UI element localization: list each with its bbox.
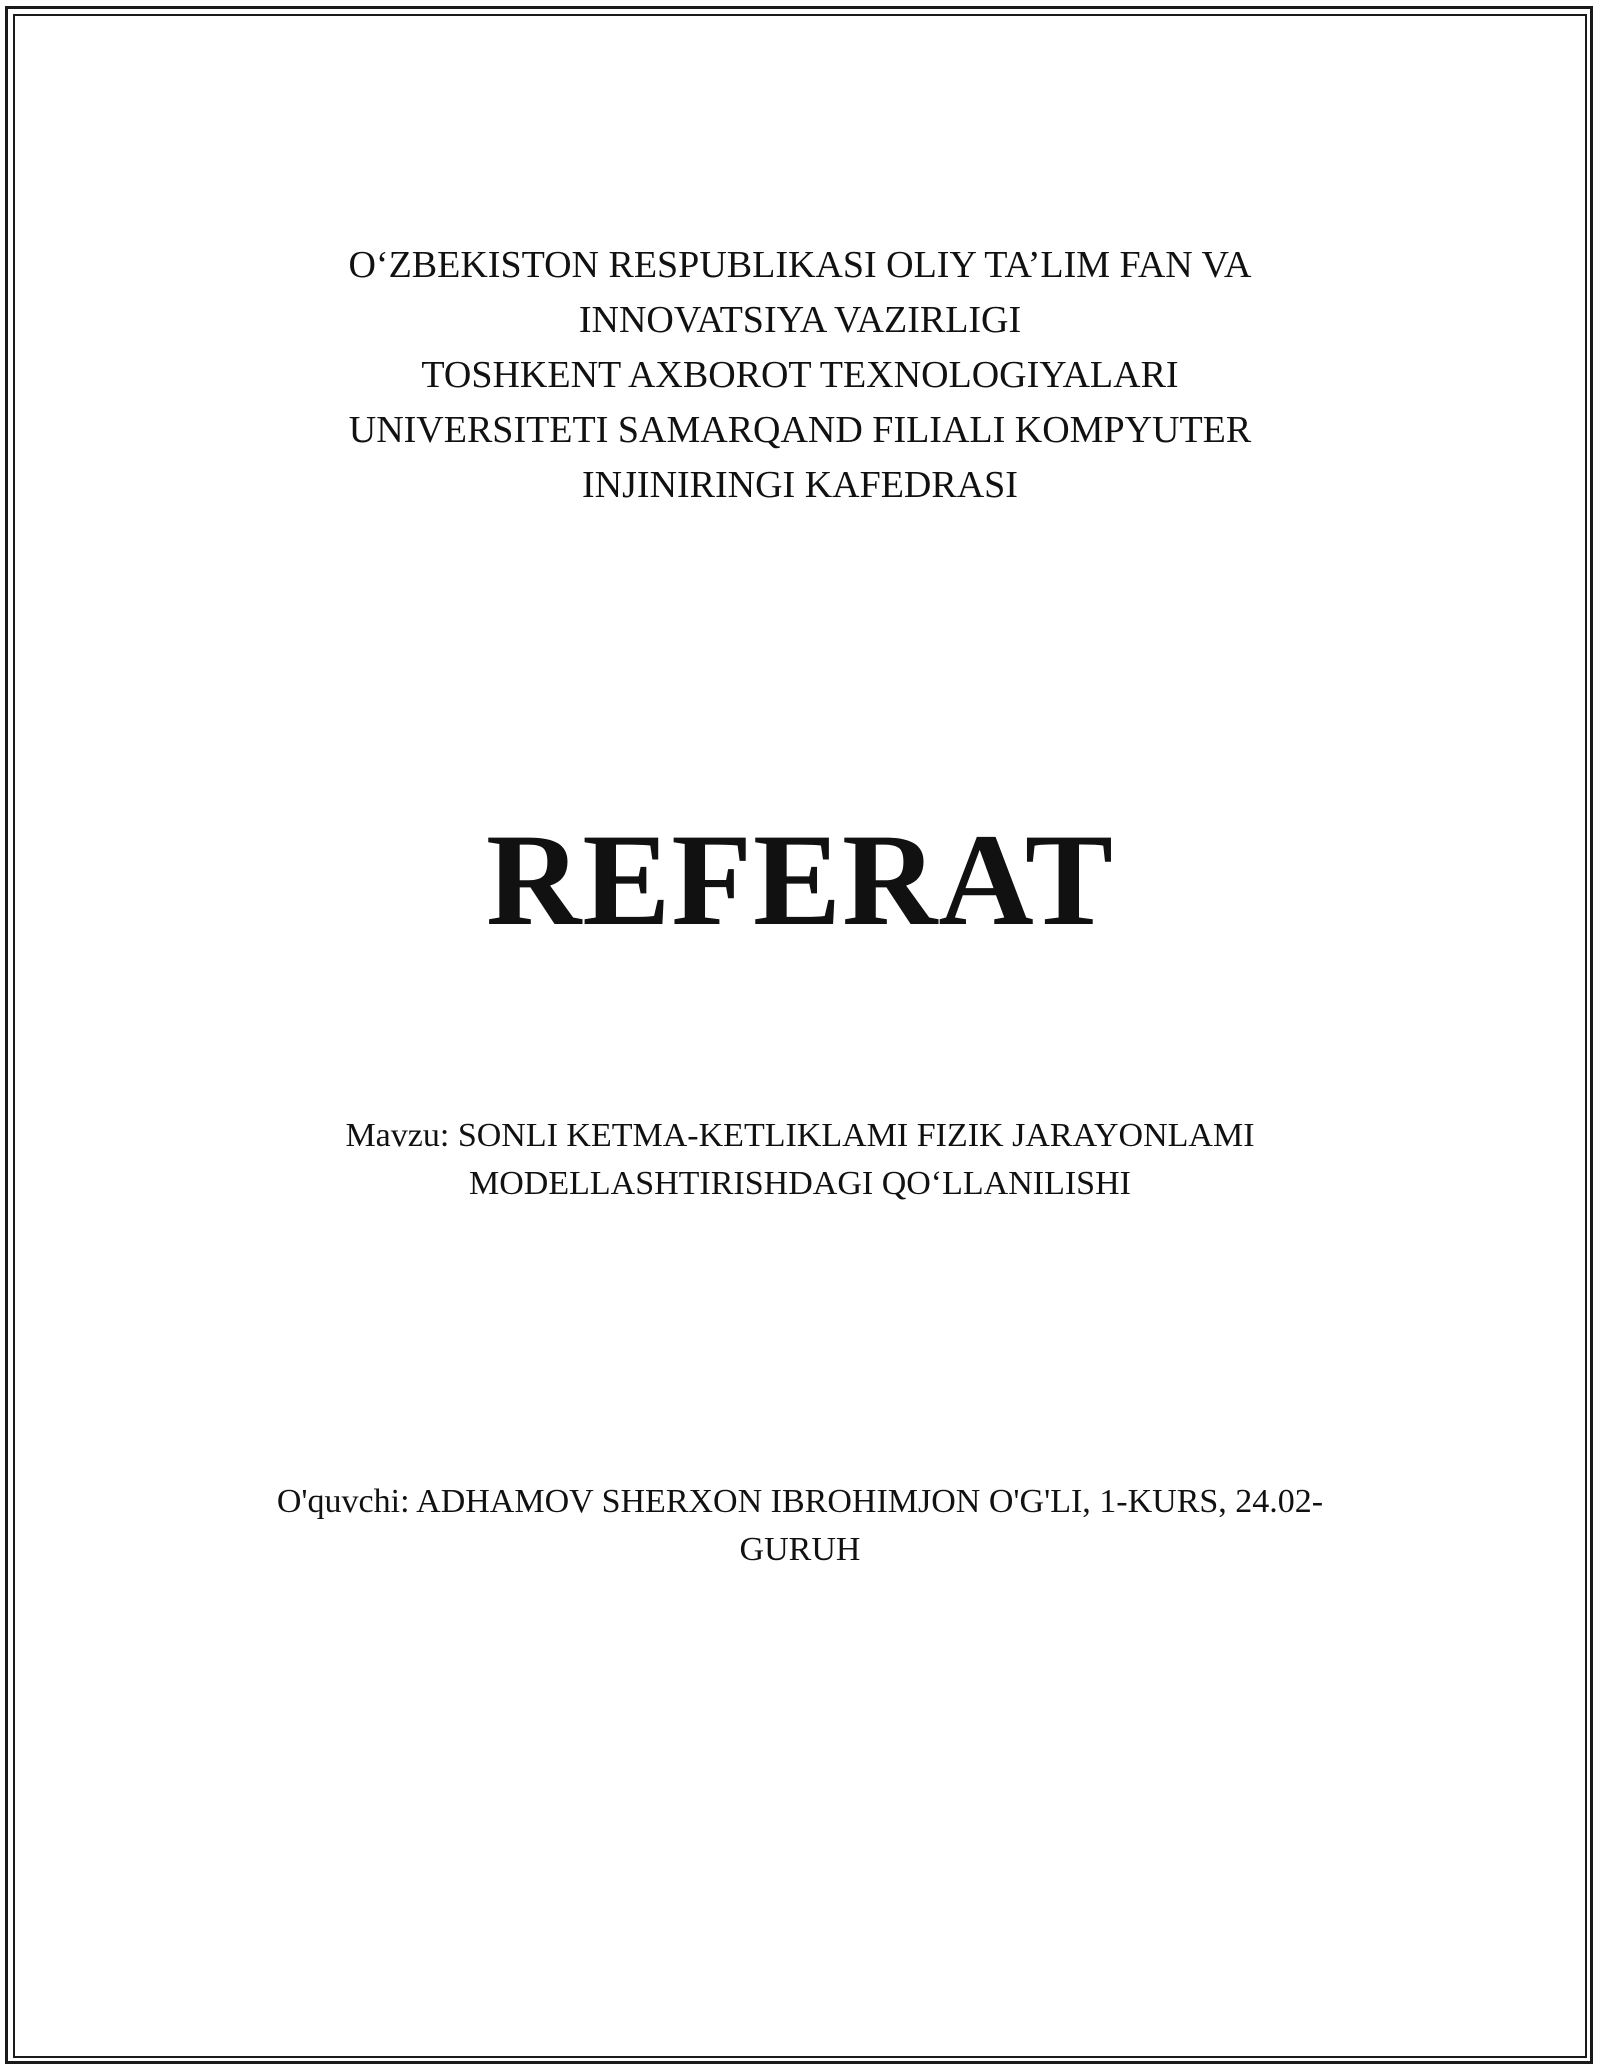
topic-line: MODELLASHTIRISHDAGI QO‘LLANILISHI	[469, 1165, 1131, 1202]
student-block	[0, 1478, 1600, 1574]
header-line: TOSHKENT AXBOROT TEXNOLOGIYALARI	[421, 354, 1179, 396]
student-line: O'quvchi: ADHAMOV SHERXON IBROHIMJON O'G'LI, 1-KURS, 24.02-	[276, 1483, 1324, 1520]
header-line: INNOVATSIYA VAZIRLIGI	[578, 299, 1022, 341]
document-title: REFERAT	[486, 806, 1114, 953]
student-line: GURUH	[739, 1531, 861, 1568]
topic-block	[0, 1112, 1600, 1208]
header-line: O‘ZBEKISTON RESPUBLIKASI OLIY TA’LIM FAN VA	[348, 244, 1252, 286]
header-line: UNIVERSITETI SAMARQAND FILIALI KOMPYUTER	[348, 409, 1252, 451]
topic-line: Mavzu: SONLI KETMA-KETLIKLAMI FIZIK JARAYONLAMI	[345, 1117, 1255, 1154]
header-line: INJINIRINGI KAFEDRASI	[582, 464, 1018, 506]
institution-header	[0, 238, 1600, 513]
